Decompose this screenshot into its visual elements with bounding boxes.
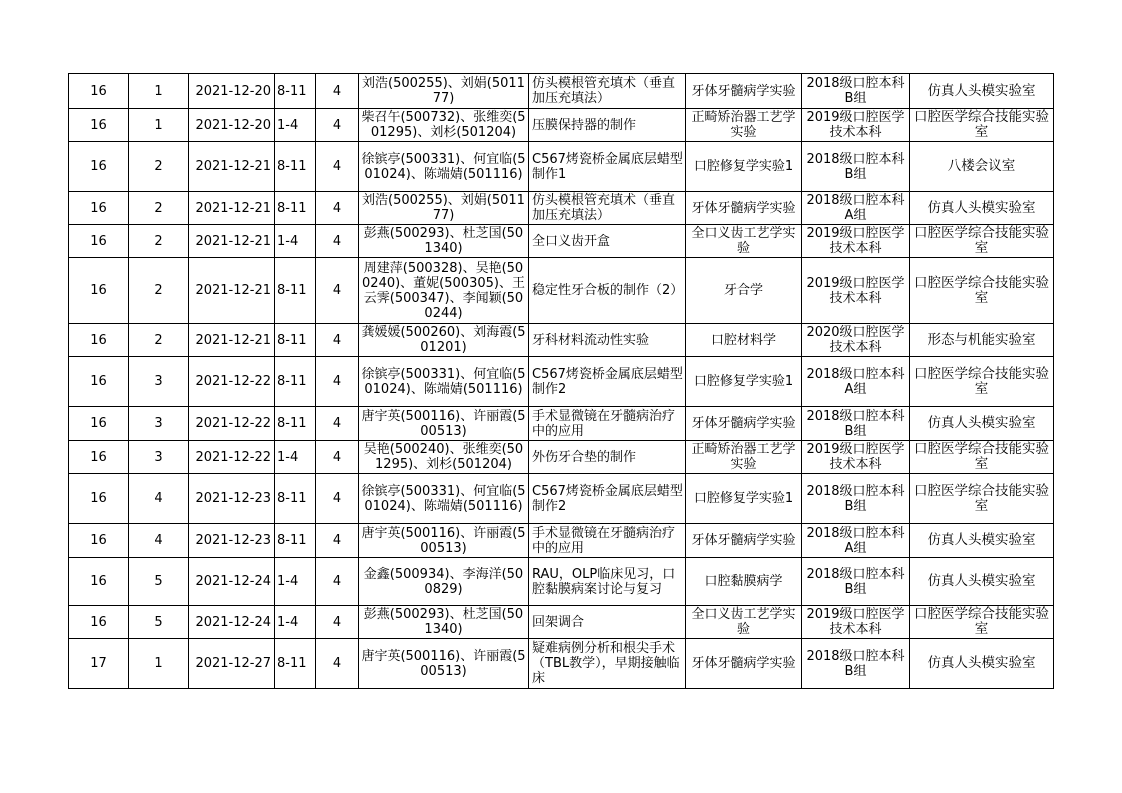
class-cell: 2018级口腔本科B组 <box>802 558 910 606</box>
table-row <box>69 407 1054 441</box>
class-cell: 2018级口腔本科B组 <box>802 639 910 689</box>
date-cell: 2021-12-24 <box>189 606 275 639</box>
period-cell: 1-4 <box>275 558 316 606</box>
weekday-cell: 2 <box>129 192 189 225</box>
weekday-cell: 1 <box>129 109 189 142</box>
teachers-cell: 唐宇英(500116)、许丽霞(500513) <box>359 524 529 558</box>
course-cell: 口腔修复学实验1 <box>686 142 802 192</box>
teachers-cell: 刘浩(500255)、刘娟(501177) <box>359 74 529 109</box>
class-cell: 2019级口腔医学技术本科 <box>802 441 910 474</box>
class-cell: 2019级口腔医学技术本科 <box>802 109 910 142</box>
class-cell: 2018级口腔本科B组 <box>802 407 910 441</box>
room-cell: 八楼会议室 <box>910 142 1054 192</box>
period-cell: 1-4 <box>275 441 316 474</box>
hours-cell: 4 <box>316 524 359 558</box>
room-cell: 口腔医学综合技能实验室 <box>910 474 1054 524</box>
week-cell: 16 <box>69 192 129 225</box>
teachers-cell: 彭燕(500293)、杜芝国(501340) <box>359 606 529 639</box>
weekday-cell: 3 <box>129 407 189 441</box>
date-cell: 2021-12-22 <box>189 441 275 474</box>
period-cell: 8-11 <box>275 258 316 324</box>
class-cell: 2020级口腔医学技术本科 <box>802 324 910 357</box>
weekday-cell: 2 <box>129 142 189 192</box>
content-cell: 仿头模根管充填术（垂直加压充填法） <box>529 192 686 225</box>
week-cell: 16 <box>69 407 129 441</box>
room-cell: 口腔医学综合技能实验室 <box>910 258 1054 324</box>
course-cell: 牙体牙髓病学实验 <box>686 639 802 689</box>
table-row <box>69 474 1054 524</box>
course-cell: 正畸矫治器工艺学实验 <box>686 441 802 474</box>
period-cell: 8-11 <box>275 324 316 357</box>
date-cell: 2021-12-21 <box>189 142 275 192</box>
course-cell: 正畸矫治器工艺学实验 <box>686 109 802 142</box>
period-cell: 8-11 <box>275 192 316 225</box>
teachers-cell: 柴召午(500732)、张维奕(501295)、刘杉(501204) <box>359 109 529 142</box>
schedule-rows <box>69 74 1054 689</box>
schedule-table <box>68 73 1054 689</box>
course-cell: 口腔材料学 <box>686 324 802 357</box>
content-cell: 牙科材料流动性实验 <box>529 324 686 357</box>
week-cell: 16 <box>69 142 129 192</box>
hours-cell: 4 <box>316 639 359 689</box>
class-cell: 2019级口腔医学技术本科 <box>802 258 910 324</box>
content-cell: 稳定性牙合板的制作（2） <box>529 258 686 324</box>
week-cell: 16 <box>69 324 129 357</box>
content-cell: C567烤瓷桥金属底层蜡型制作2 <box>529 474 686 524</box>
table-row <box>69 225 1054 258</box>
teachers-cell: 徐镔亭(500331)、何宜临(501024)、陈端婧(501116) <box>359 142 529 192</box>
class-cell: 2018级口腔本科B组 <box>802 142 910 192</box>
table-row <box>69 524 1054 558</box>
week-cell: 16 <box>69 109 129 142</box>
teachers-cell: 彭燕(500293)、杜芝国(501340) <box>359 225 529 258</box>
hours-cell: 4 <box>316 225 359 258</box>
period-cell: 8-11 <box>275 524 316 558</box>
table-row <box>69 109 1054 142</box>
table-row <box>69 606 1054 639</box>
table-row <box>69 324 1054 357</box>
room-cell: 口腔医学综合技能实验室 <box>910 441 1054 474</box>
hours-cell: 4 <box>316 474 359 524</box>
hours-cell: 4 <box>316 142 359 192</box>
weekday-cell: 3 <box>129 441 189 474</box>
date-cell: 2021-12-20 <box>189 74 275 109</box>
hours-cell: 4 <box>316 357 359 407</box>
teachers-cell: 龚媛媛(500260)、刘海霞(501201) <box>359 324 529 357</box>
weekday-cell: 5 <box>129 606 189 639</box>
weekday-cell: 1 <box>129 639 189 689</box>
hours-cell: 4 <box>316 324 359 357</box>
date-cell: 2021-12-21 <box>189 324 275 357</box>
hours-cell: 4 <box>316 558 359 606</box>
teachers-cell: 徐镔亭(500331)、何宜临(501024)、陈端婧(501116) <box>359 474 529 524</box>
content-cell: 手术显微镜在牙髓病治疗中的应用 <box>529 407 686 441</box>
date-cell: 2021-12-22 <box>189 407 275 441</box>
week-cell: 16 <box>69 524 129 558</box>
period-cell: 8-11 <box>275 357 316 407</box>
content-cell: 全口义齿开盒 <box>529 225 686 258</box>
course-cell: 口腔黏膜病学 <box>686 558 802 606</box>
course-cell: 口腔修复学实验1 <box>686 357 802 407</box>
room-cell: 口腔医学综合技能实验室 <box>910 357 1054 407</box>
hours-cell: 4 <box>316 109 359 142</box>
room-cell: 口腔医学综合技能实验室 <box>910 606 1054 639</box>
room-cell: 仿真人头模实验室 <box>910 639 1054 689</box>
teachers-cell: 唐宇英(500116)、许丽霞(500513) <box>359 407 529 441</box>
content-cell: 外伤牙合垫的制作 <box>529 441 686 474</box>
weekday-cell: 4 <box>129 474 189 524</box>
period-cell: 8-11 <box>275 639 316 689</box>
week-cell: 16 <box>69 74 129 109</box>
weekday-cell: 4 <box>129 524 189 558</box>
week-cell: 16 <box>69 258 129 324</box>
class-cell: 2019级口腔医学技术本科 <box>802 225 910 258</box>
content-cell: C567烤瓷桥金属底层蜡型制作1 <box>529 142 686 192</box>
date-cell: 2021-12-24 <box>189 558 275 606</box>
period-cell: 1-4 <box>275 225 316 258</box>
course-cell: 全口义齿工艺学实验 <box>686 225 802 258</box>
room-cell: 口腔医学综合技能实验室 <box>910 109 1054 142</box>
teachers-cell: 吴艳(500240)、张维奕(501295)、刘杉(501204) <box>359 441 529 474</box>
week-cell: 16 <box>69 357 129 407</box>
class-cell: 2018级口腔本科A组 <box>802 357 910 407</box>
course-cell: 牙体牙髓病学实验 <box>686 524 802 558</box>
room-cell: 口腔医学综合技能实验室 <box>910 225 1054 258</box>
period-cell: 1-4 <box>275 606 316 639</box>
week-cell: 16 <box>69 441 129 474</box>
class-cell: 2018级口腔本科B组 <box>802 474 910 524</box>
hours-cell: 4 <box>316 74 359 109</box>
date-cell: 2021-12-21 <box>189 258 275 324</box>
room-cell: 仿真人头模实验室 <box>910 524 1054 558</box>
period-cell: 8-11 <box>275 407 316 441</box>
course-cell: 牙合学 <box>686 258 802 324</box>
table-row <box>69 639 1054 689</box>
teachers-cell: 金鑫(500934)、李海洋(500829) <box>359 558 529 606</box>
period-cell: 8-11 <box>275 142 316 192</box>
course-cell: 牙体牙髓病学实验 <box>686 407 802 441</box>
period-cell: 1-4 <box>275 109 316 142</box>
course-cell: 牙体牙髓病学实验 <box>686 192 802 225</box>
period-cell: 8-11 <box>275 74 316 109</box>
room-cell: 仿真人头模实验室 <box>910 558 1054 606</box>
course-cell: 牙体牙髓病学实验 <box>686 74 802 109</box>
date-cell: 2021-12-23 <box>189 474 275 524</box>
hours-cell: 4 <box>316 192 359 225</box>
week-cell: 17 <box>69 639 129 689</box>
weekday-cell: 2 <box>129 225 189 258</box>
table-row <box>69 74 1054 109</box>
content-cell: 回架调合 <box>529 606 686 639</box>
hours-cell: 4 <box>316 258 359 324</box>
content-cell: 压膜保持器的制作 <box>529 109 686 142</box>
hours-cell: 4 <box>316 407 359 441</box>
teachers-cell: 唐宇英(500116)、许丽霞(500513) <box>359 639 529 689</box>
course-cell: 口腔修复学实验1 <box>686 474 802 524</box>
table-row <box>69 192 1054 225</box>
hours-cell: 4 <box>316 441 359 474</box>
content-cell: 仿头模根管充填术（垂直加压充填法） <box>529 74 686 109</box>
date-cell: 2021-12-27 <box>189 639 275 689</box>
room-cell: 形态与机能实验室 <box>910 324 1054 357</box>
class-cell: 2019级口腔医学技术本科 <box>802 606 910 639</box>
teachers-cell: 刘浩(500255)、刘娟(501177) <box>359 192 529 225</box>
week-cell: 16 <box>69 606 129 639</box>
weekday-cell: 2 <box>129 324 189 357</box>
period-cell: 8-11 <box>275 474 316 524</box>
class-cell: 2018级口腔本科A组 <box>802 192 910 225</box>
course-cell: 全口义齿工艺学实验 <box>686 606 802 639</box>
weekday-cell: 2 <box>129 258 189 324</box>
table-row <box>69 558 1054 606</box>
week-cell: 16 <box>69 225 129 258</box>
class-cell: 2018级口腔本科A组 <box>802 524 910 558</box>
room-cell: 仿真人头模实验室 <box>910 74 1054 109</box>
room-cell: 仿真人头模实验室 <box>910 192 1054 225</box>
schedule-sheet <box>68 73 1054 689</box>
date-cell: 2021-12-21 <box>189 192 275 225</box>
week-cell: 16 <box>69 474 129 524</box>
weekday-cell: 5 <box>129 558 189 606</box>
date-cell: 2021-12-23 <box>189 524 275 558</box>
date-cell: 2021-12-22 <box>189 357 275 407</box>
content-cell: C567烤瓷桥金属底层蜡型制作2 <box>529 357 686 407</box>
date-cell: 2021-12-20 <box>189 109 275 142</box>
weekday-cell: 1 <box>129 74 189 109</box>
hours-cell: 4 <box>316 606 359 639</box>
teachers-cell: 周建萍(500328)、吴艳(500240)、董妮(500305)、王云霁(500347)、李闻颖(500244) <box>359 258 529 324</box>
date-cell: 2021-12-21 <box>189 225 275 258</box>
table-row <box>69 441 1054 474</box>
content-cell: 疑难病例分析和根尖手术（TBL教学），早期接触临床 <box>529 639 686 689</box>
week-cell: 16 <box>69 558 129 606</box>
room-cell: 仿真人头模实验室 <box>910 407 1054 441</box>
class-cell: 2018级口腔本科B组 <box>802 74 910 109</box>
table-row <box>69 142 1054 192</box>
content-cell: RAU，OLP临床见习，口腔黏膜病案讨论与复习 <box>529 558 686 606</box>
content-cell: 手术显微镜在牙髓病治疗中的应用 <box>529 524 686 558</box>
teachers-cell: 徐镔亭(500331)、何宜临(501024)、陈端婧(501116) <box>359 357 529 407</box>
table-row <box>69 357 1054 407</box>
table-row <box>69 258 1054 324</box>
weekday-cell: 3 <box>129 357 189 407</box>
